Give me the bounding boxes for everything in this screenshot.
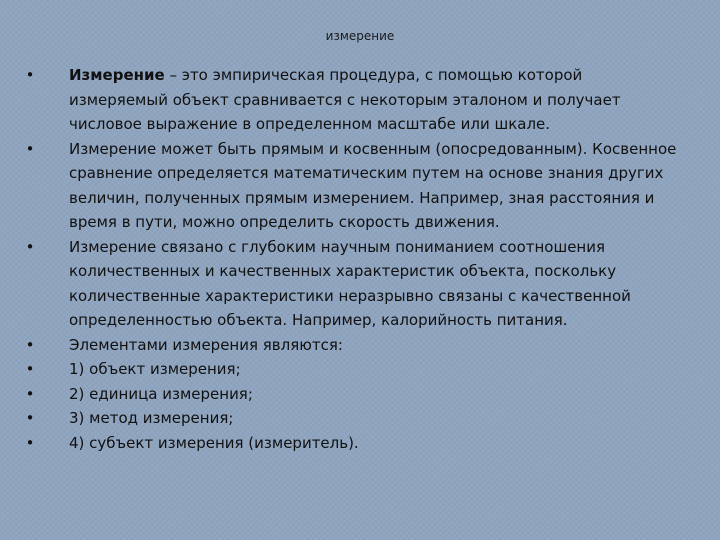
bullet-text: 4) субъект измерения (измеритель).	[69, 433, 359, 452]
bullet-text: 1) объект измерения;	[69, 360, 241, 378]
bullet-text: – это эмпирическая процедура, с помощью которой измеряемый объект сравнивается с некоторым эталоном и получает числовое выражение в определенном масштабе или шкале.	[69, 66, 621, 133]
bullet-dot-icon: •	[25, 433, 35, 452]
bullet-item	[20, 235, 680, 333]
bullet-term: Измерение	[69, 66, 165, 84]
bullet-dot-icon: •	[25, 66, 35, 84]
bullet-dot-icon: •	[25, 335, 35, 354]
bullet-item	[20, 137, 680, 235]
bullet-item	[20, 63, 680, 137]
bullet-dot-icon: •	[25, 139, 35, 158]
bullet-item	[20, 333, 680, 358]
bullet-item	[20, 431, 680, 456]
bullet-dot-icon: •	[25, 360, 35, 378]
bullet-text: Элементами измерения являются:	[69, 335, 343, 354]
bullet-text: Измерение связано с глубоким научным пониманием соотношения количественных и качественных характеристик объекта, поскольку количественные характеристики неразрывно связаны с качественной определенностью объекта. Например, калорийность питания.	[69, 237, 631, 329]
bullet-item	[20, 382, 680, 407]
bullet-dot-icon: •	[25, 384, 35, 403]
bullet-list	[20, 63, 680, 455]
bullet-dot-icon: •	[25, 237, 35, 256]
bullet-text: 2) единица измерения;	[69, 384, 253, 403]
bullet-dot-icon: •	[25, 409, 35, 427]
bullet-item	[20, 357, 680, 382]
bullet-text: 3) метод измерения;	[69, 409, 234, 427]
slide-title: измерение	[325, 29, 395, 43]
bullet-item	[20, 406, 680, 431]
bullet-text: Измерение может быть прямым и косвенным (опосредованным). Косвенное сравнение определяется математическим путем на основе знания других величин, полученных прямым измерением. Например, зная расстояния и время в пути, можно определить скорость движения.	[69, 139, 677, 231]
